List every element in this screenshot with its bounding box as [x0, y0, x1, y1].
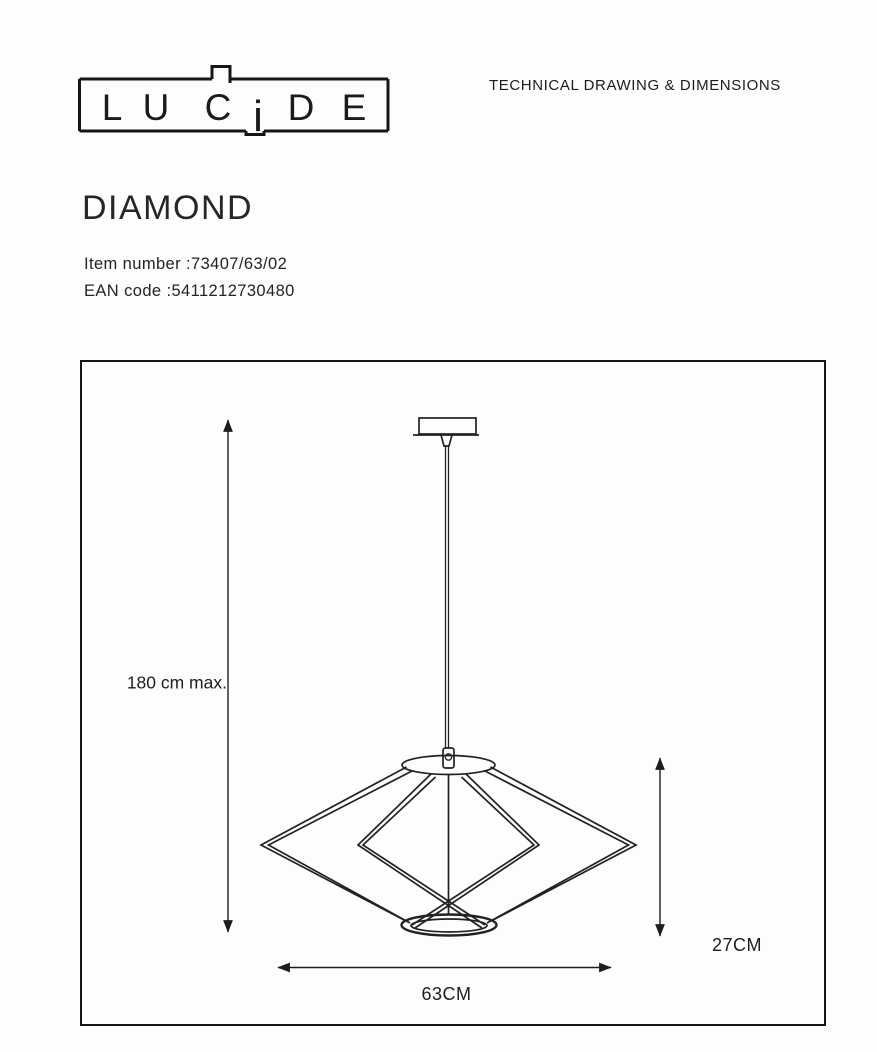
shade-outer-frame-left [261, 767, 412, 923]
logo-letter-d: D [287, 87, 315, 128]
cable-grip [441, 435, 452, 446]
shade-outer-frame-right [485, 767, 636, 923]
lamp-socket [443, 748, 454, 768]
logo-letter-e: E [341, 87, 367, 128]
ean-code-line [84, 278, 295, 305]
product-meta [84, 251, 295, 304]
pendant-lamp-drawing [82, 362, 824, 1024]
item-number-value: 73407/63/02 [191, 255, 288, 273]
shade-top-ring [402, 756, 495, 775]
pendant-hook-icon [212, 67, 230, 84]
lucide-logo [78, 58, 394, 138]
ean-code-value: 5411212730480 [171, 281, 295, 300]
logo-letter-i: i [253, 92, 263, 138]
item-number-line [84, 251, 295, 278]
dim-label-shade-height: 27CM [711, 935, 763, 955]
suspension-cable [446, 446, 449, 748]
item-number-label: Item number : [84, 255, 191, 273]
ean-code-label: EAN code : [84, 281, 172, 300]
logo-letter-u: U [142, 87, 170, 128]
dim-label-shade-width: 63CM [421, 984, 472, 1004]
logo-letter-l: L [101, 87, 123, 128]
drawing-frame [80, 360, 826, 1026]
doc-title: TECHNICAL DRAWING & DIMENSIONS [489, 77, 781, 94]
shade-bottom-ring-inner [411, 919, 487, 932]
ceiling-canopy [419, 418, 476, 434]
product-name: DIAMOND [82, 189, 254, 227]
dim-label-height-max: 180 cm max. [126, 672, 227, 693]
logo-letter-c: C [204, 87, 232, 128]
